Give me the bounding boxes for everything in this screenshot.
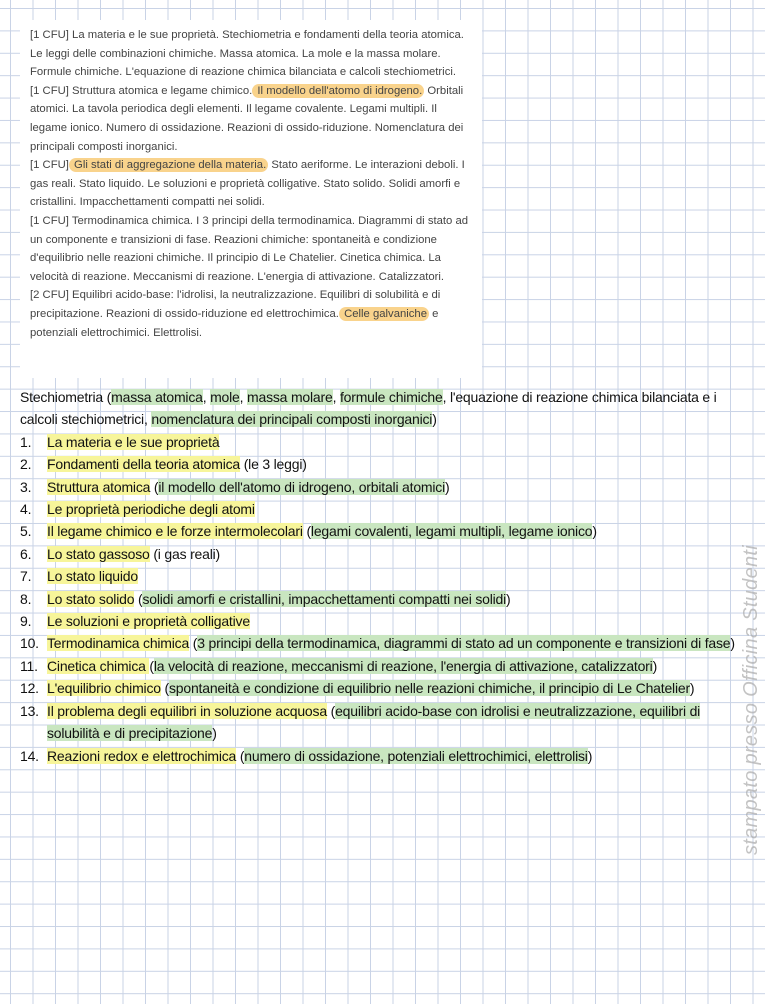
text-segment: [1 CFU] bbox=[30, 159, 69, 172]
text-segment: (le 3 leggi) bbox=[240, 456, 307, 473]
text-segment: ( bbox=[149, 657, 154, 674]
item-number: 13. bbox=[20, 702, 39, 719]
list-item bbox=[20, 588, 736, 610]
text-segment: [1 CFU] La materia e le sue proprietà. Stechiometria e fondamenti della teoria atomica. Le leggi delle combinazioni chimiche. Massa atomica. La mole e la massa molare. Formule chimiche. L'equazione di reazione chimica bilanciata e calcoli stechiometrici. bbox=[30, 29, 464, 79]
list-item bbox=[20, 476, 736, 498]
list-item bbox=[20, 677, 736, 699]
item-text bbox=[47, 565, 736, 587]
highlight-yellow: L'equilibrio chimico bbox=[47, 680, 161, 697]
list-item bbox=[20, 632, 736, 654]
highlight-green: il modello dell'atomo di idrogeno, orbitali atomici bbox=[158, 478, 445, 495]
list-item bbox=[20, 498, 736, 520]
highlight-yellow: Cinetica chimica bbox=[47, 657, 150, 674]
item-text bbox=[47, 610, 736, 632]
item-text bbox=[47, 543, 736, 565]
text-segment: ( bbox=[150, 478, 159, 495]
text-segment: [2 CFU] Equilibri acido-base: l'idrolisi, la neutralizzazione. Equilibri di solubilità e di precipitazione. Reazioni di ossido-riduzione ed elettrochimica. bbox=[30, 289, 441, 320]
text-segment: [1 CFU] Struttura atomica e legame chimico. bbox=[30, 84, 253, 97]
list-item bbox=[20, 453, 736, 475]
highlight-orange: Gli stati di aggregazione della materia. bbox=[70, 159, 267, 172]
highlight-yellow: Le soluzioni e proprietà colligative bbox=[47, 613, 250, 630]
watermark: stampato presso Officina Studenti bbox=[740, 544, 762, 856]
text-segment: ( bbox=[236, 747, 245, 764]
list-item bbox=[20, 520, 736, 542]
item-text bbox=[47, 632, 736, 654]
highlight-yellow: Lo stato solido bbox=[47, 590, 135, 607]
item-number: 1. bbox=[20, 433, 32, 450]
text-segment: ) bbox=[689, 680, 695, 697]
text-segment: ( bbox=[302, 523, 311, 540]
text-segment: ( bbox=[134, 590, 143, 607]
text-segment: ) bbox=[444, 478, 450, 495]
syllabus-paragraph bbox=[30, 212, 472, 286]
text-segment: Orbitali atomici. La tavola periodica degli elementi. Il legame covalente. Legami multipli. Il legame ionico. Numero di ossidazione. Reazioni di ossido-riduzione. Nomenclatura dei principali composti inorganici. bbox=[30, 84, 464, 153]
syllabus-paragraph bbox=[30, 26, 472, 82]
list-item bbox=[20, 431, 736, 453]
text-segment: ) bbox=[587, 747, 593, 764]
highlight-yellow: Reazioni redox e elettrochimica bbox=[47, 747, 237, 764]
item-text bbox=[47, 453, 736, 475]
text-segment: ) bbox=[506, 590, 511, 607]
highlight-yellow: Le proprietà periodiche degli atomi bbox=[47, 501, 255, 518]
text-segment: ( bbox=[326, 702, 336, 719]
highlight-green: massa molare bbox=[247, 389, 333, 405]
highlight-yellow: Fondamenti della teoria atomica bbox=[47, 456, 241, 473]
highlight-yellow: Lo stato gassoso bbox=[47, 545, 150, 562]
item-number: 3. bbox=[20, 478, 32, 495]
highlight-green: la velocità di reazione, meccanismi di reazione, l'energia di attivazione, catalizzatori bbox=[153, 657, 653, 674]
intro-paragraph bbox=[20, 386, 736, 431]
text-segment: e potenziali elettrochimici. Elettrolisi. bbox=[30, 307, 439, 339]
text-segment: , bbox=[202, 389, 211, 405]
list-item bbox=[20, 610, 736, 632]
highlight-green: solidi amorfi e cristallini, impacchettamenti compatti nei solidi bbox=[142, 590, 507, 607]
text-segment: Stechiometria ( bbox=[20, 389, 112, 405]
list-item bbox=[20, 565, 736, 587]
highlight-yellow: Il legame chimico e le forze intermolecolari bbox=[47, 523, 303, 540]
item-number: 4. bbox=[20, 501, 32, 518]
item-number: 14. bbox=[20, 747, 39, 764]
highlight-green: spontaneità e condizione di equilibrio nelle reazioni chimiche, il principio di Le Chatelier bbox=[169, 680, 690, 697]
list-item bbox=[20, 700, 736, 745]
text-segment: , bbox=[332, 389, 340, 405]
syllabus-paragraph bbox=[30, 82, 472, 156]
item-number: 7. bbox=[20, 568, 32, 585]
item-text bbox=[47, 745, 736, 767]
text-segment: ) bbox=[212, 725, 217, 742]
text-segment: ( bbox=[189, 635, 198, 652]
item-number: 2. bbox=[20, 456, 32, 473]
highlight-green: formule chimiche bbox=[339, 389, 443, 405]
syllabus-paragraph bbox=[30, 286, 472, 342]
text-segment: (i gas reali) bbox=[149, 545, 220, 562]
highlight-green: mole bbox=[210, 389, 240, 405]
item-text bbox=[47, 655, 736, 677]
text-segment: ) bbox=[592, 523, 597, 540]
item-text bbox=[47, 520, 736, 542]
item-number: 10. bbox=[20, 635, 39, 652]
item-text bbox=[47, 498, 736, 520]
item-text bbox=[47, 588, 736, 610]
list-item bbox=[20, 745, 736, 767]
syllabus-excerpt bbox=[20, 20, 482, 378]
item-number: 6. bbox=[20, 545, 32, 562]
item-number: 11. bbox=[20, 657, 38, 674]
study-notes bbox=[20, 386, 736, 767]
item-number: 5. bbox=[20, 523, 32, 540]
item-number: 12. bbox=[20, 680, 39, 697]
highlight-green: massa atomica bbox=[111, 389, 203, 405]
text-segment: , bbox=[239, 389, 248, 405]
item-number: 9. bbox=[20, 613, 32, 630]
text-segment: ) bbox=[652, 657, 658, 674]
highlight-green: numero di ossidazione, potenziali elettrochimici, elettrolisi bbox=[244, 747, 588, 764]
text-segment: Stato aeriforme. Le interazioni deboli. I gas reali. Stato liquido. Le soluzioni e proprietà colligative. Stato solido. Solidi amorfi e cristallini. Impacchettamenti compatti nei solidi. bbox=[30, 159, 465, 209]
list-item bbox=[20, 543, 736, 565]
item-number: 8. bbox=[20, 590, 32, 607]
highlight-yellow: Lo stato liquido bbox=[47, 568, 138, 585]
syllabus-paragraph bbox=[30, 156, 472, 212]
highlight-green: legami covalenti, legami multipli, legame ionico bbox=[310, 523, 593, 540]
highlight-orange: Il modello dell'atomo di idrogeno. bbox=[254, 84, 423, 97]
highlight-yellow: Termodinamica chimica bbox=[47, 635, 190, 652]
highlight-green: 3 principi della termodinamica, diagrammi di stato ad un componente e transizioni di fase bbox=[197, 635, 731, 652]
highlight-green: nomenclatura dei principali composti inorganici bbox=[151, 411, 433, 428]
item-text bbox=[47, 431, 736, 453]
item-text bbox=[47, 677, 736, 699]
text-segment: ) bbox=[730, 635, 735, 652]
highlight-yellow: Struttura atomica bbox=[47, 478, 151, 495]
text-segment: ) bbox=[432, 411, 437, 428]
highlight-green: equilibri acido-base con idrolisi e neutralizzazione, equilibri di solubilità e di precipitazione bbox=[47, 702, 701, 742]
text-segment: , l'equazione di reazione chimica bilanciata e i calcoli stechiometrici, bbox=[20, 389, 717, 428]
topic-list bbox=[20, 431, 736, 767]
text-segment: ( bbox=[160, 680, 169, 697]
highlight-yellow: Il problema degli equilibri in soluzione acquosa bbox=[47, 702, 327, 719]
highlight-yellow: La materia e le sue proprietà bbox=[47, 433, 220, 450]
highlight-orange: Celle galvaniche bbox=[340, 307, 427, 320]
text-segment: [1 CFU] Termodinamica chimica. I 3 principi della termodinamica. Diagrammi di stato ad un componente e transizioni di fase. Reazioni chimiche: spontaneità e condizione d'equilibrio nelle reazioni chimiche. Il principio di Le Chatelier. Cinetica chimica. La velocità di reazione. Meccanismi di reazione. L'energia di attivazione. Catalizzatori. bbox=[30, 214, 469, 283]
item-text bbox=[47, 700, 736, 745]
item-text bbox=[47, 476, 736, 498]
list-item bbox=[20, 655, 736, 677]
